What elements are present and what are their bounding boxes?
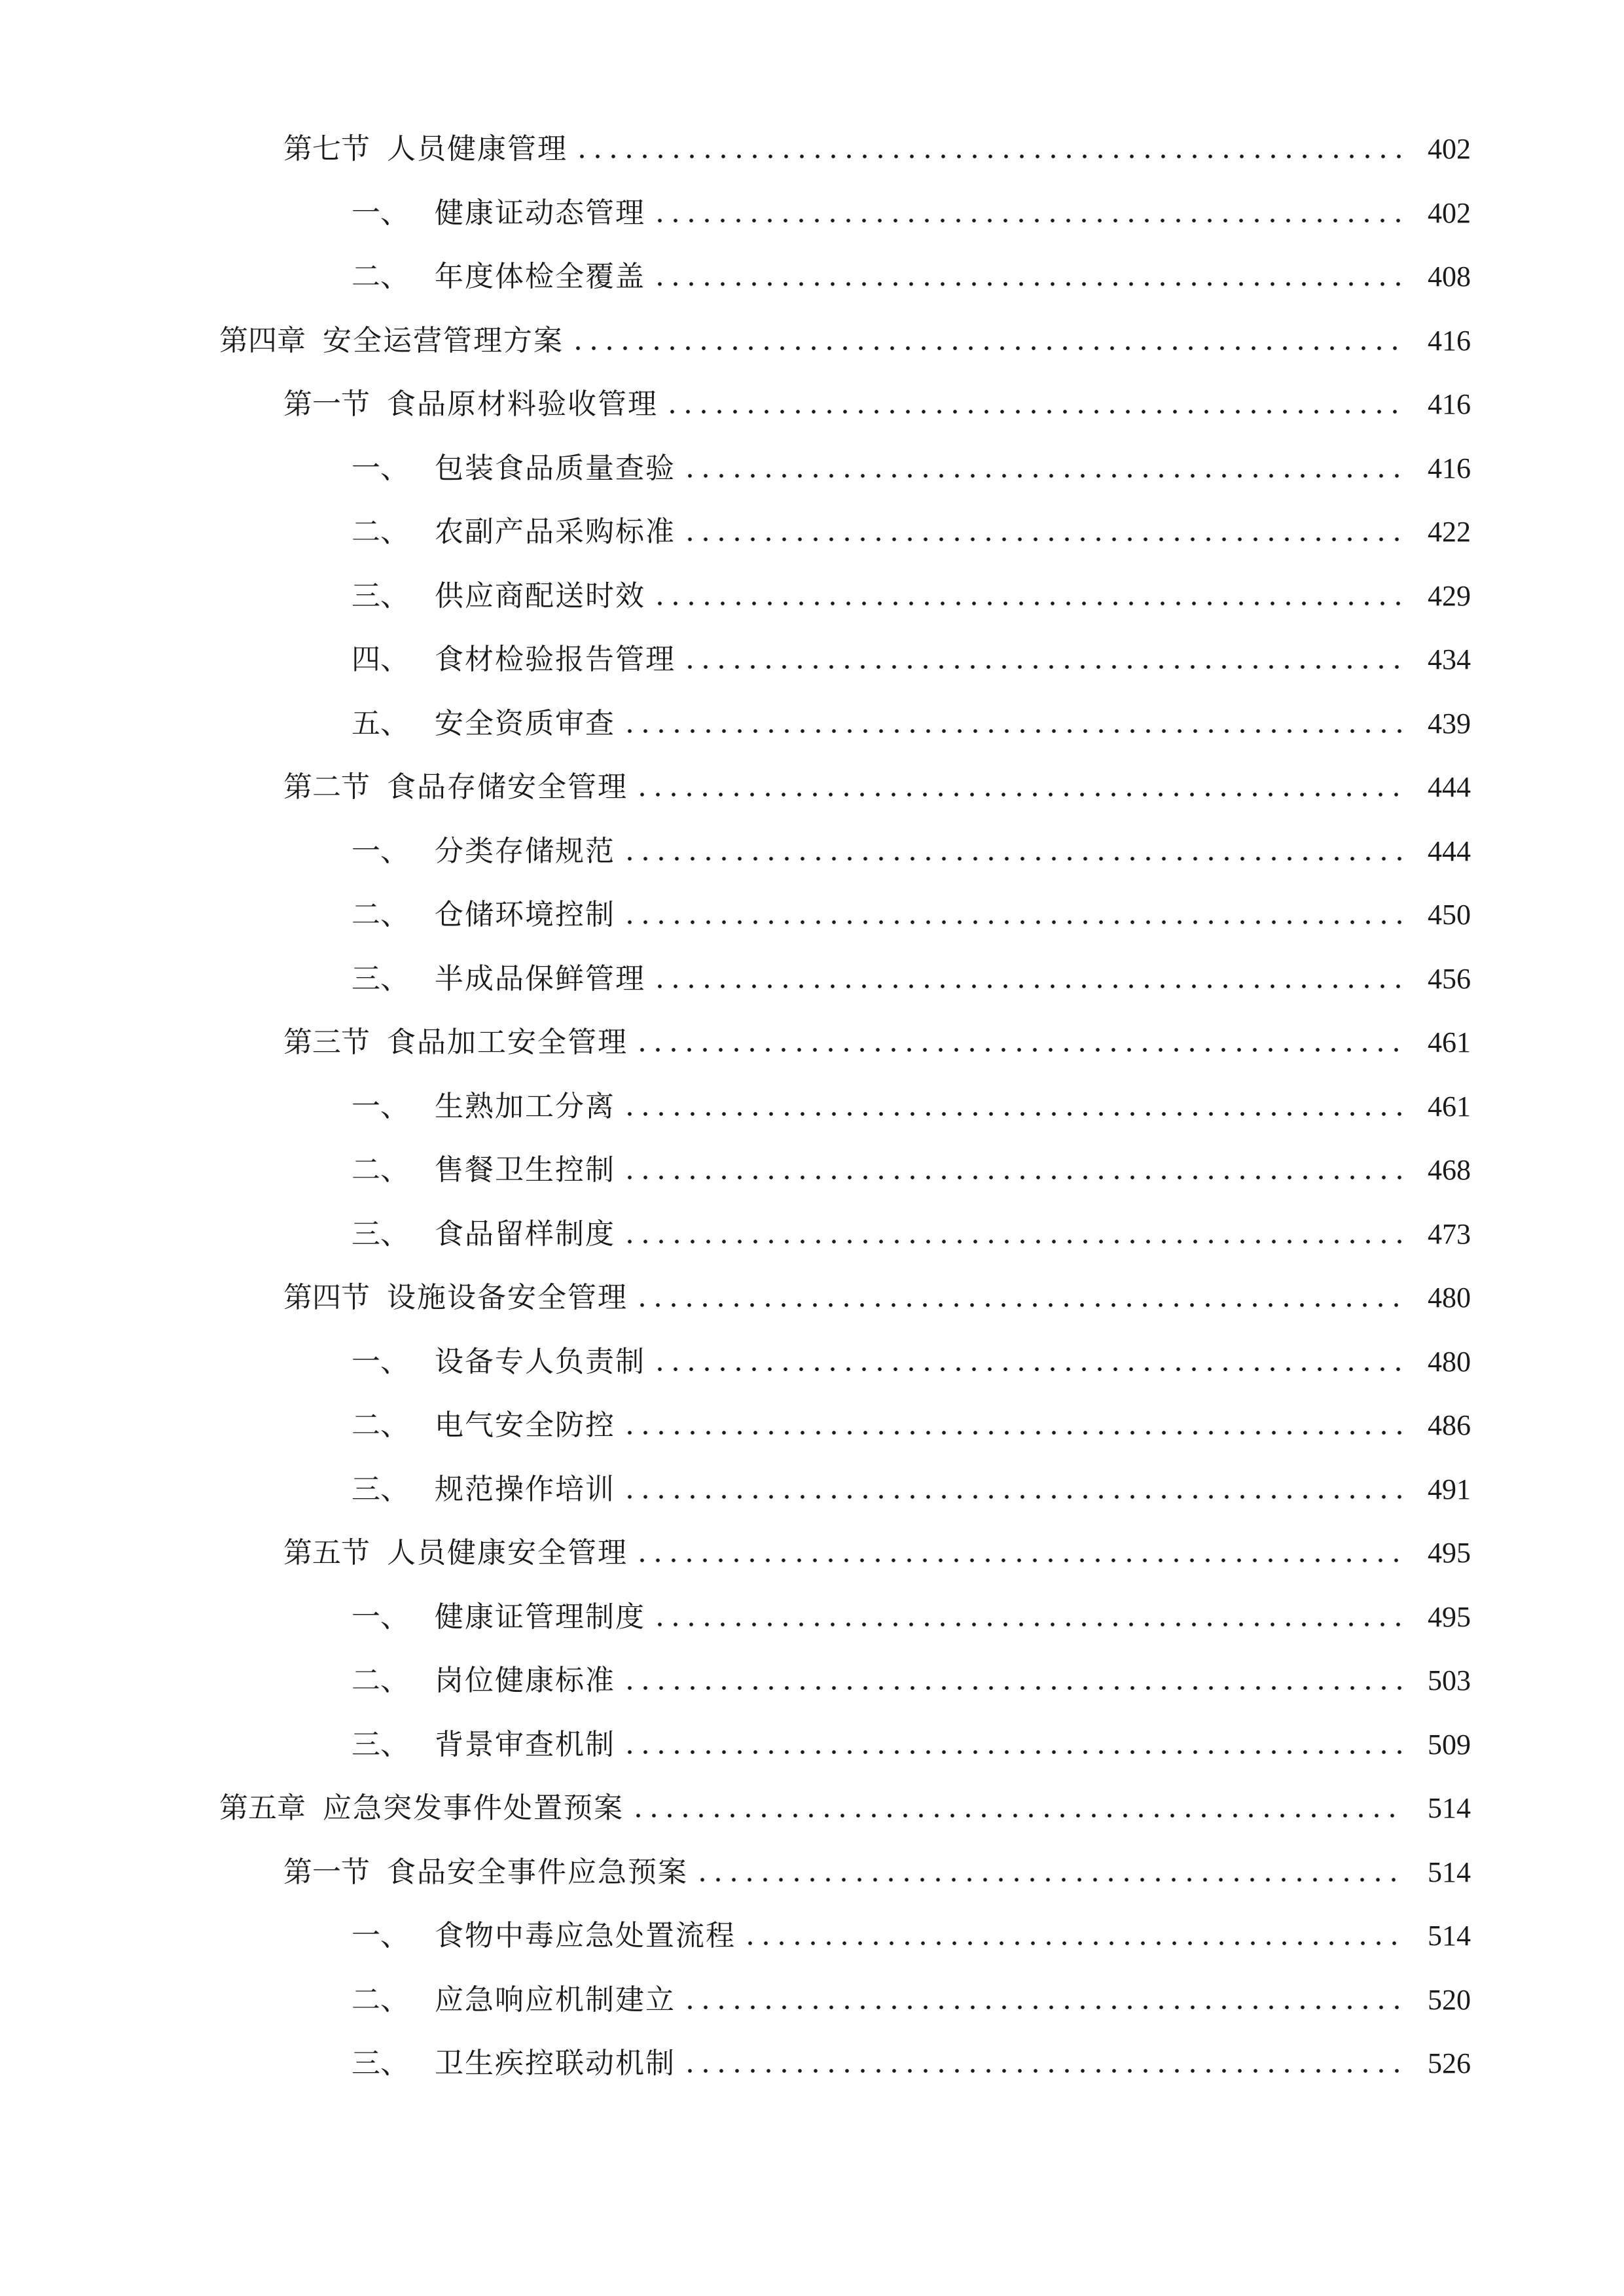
dot-leader — [570, 346, 1405, 350]
toc-entry-title: 规范操作培训 — [435, 1472, 615, 1506]
toc-subsection-entry[interactable] — [352, 889, 1471, 941]
dot-leader — [622, 1175, 1405, 1179]
toc-entry-number: 三、 — [352, 579, 409, 613]
toc-entry-number: 二、 — [352, 260, 409, 293]
toc-entry-title: 食品留样制度 — [435, 1217, 615, 1251]
toc-subsection-entry[interactable] — [352, 1336, 1471, 1388]
toc-entry-title: 半成品保鲜管理 — [435, 961, 645, 996]
toc-subsection-entry[interactable] — [352, 698, 1471, 750]
toc-entry-title: 电气安全防控 — [435, 1408, 615, 1442]
toc-entry-number: 第五节 — [283, 1536, 370, 1570]
toc-entry-page-number: 514 — [1428, 1792, 1471, 1824]
toc-entry-number: 三、 — [352, 1472, 409, 1506]
toc-entry-page-number: 486 — [1428, 1409, 1471, 1441]
toc-entry-page-number: 509 — [1428, 1728, 1471, 1761]
toc-entry-title: 人员健康安全管理 — [387, 1536, 628, 1570]
toc-entry-page-number: 514 — [1428, 1856, 1471, 1888]
dot-leader — [652, 282, 1405, 286]
toc-entry-number: 一、 — [352, 451, 409, 485]
dot-leader — [652, 601, 1405, 605]
dot-leader — [622, 1112, 1405, 1116]
toc-entry-title: 食品原材料验收管理 — [387, 387, 658, 421]
toc-entry-number: 三、 — [352, 961, 409, 996]
dot-leader — [695, 1878, 1405, 1882]
toc-entry-title: 健康证管理制度 — [435, 1600, 645, 1634]
dot-leader — [622, 1495, 1405, 1499]
dot-leader — [652, 219, 1405, 223]
toc-entry-page-number: 480 — [1428, 1282, 1471, 1314]
toc-subsection-entry[interactable] — [352, 1208, 1471, 1261]
dot-leader — [574, 154, 1405, 158]
toc-entry-page-number: 402 — [1428, 133, 1471, 165]
dot-leader — [682, 2005, 1405, 2009]
toc-entry-page-number: 450 — [1428, 899, 1471, 931]
toc-entry-number: 一、 — [352, 1600, 409, 1634]
toc-entry-page-number: 434 — [1428, 643, 1471, 675]
toc-entry-page-number: 416 — [1428, 388, 1471, 420]
toc-subsection-entry[interactable] — [352, 506, 1471, 558]
dot-leader — [622, 857, 1405, 861]
toc-entry-number: 二、 — [352, 515, 409, 548]
toc-subsection-entry[interactable] — [352, 634, 1471, 686]
dot-leader — [652, 984, 1405, 988]
toc-subsection-entry[interactable] — [352, 2037, 1471, 2090]
toc-subsection-entry[interactable] — [352, 1719, 1471, 1771]
dot-leader — [634, 1048, 1405, 1052]
toc-section-entry[interactable] — [283, 761, 1471, 814]
toc-entry-title: 售餐卫生控制 — [435, 1153, 615, 1187]
toc-entry-page-number: 456 — [1428, 962, 1471, 995]
dot-leader — [682, 2069, 1405, 2073]
toc-section-entry[interactable] — [283, 1527, 1471, 1579]
toc-entry-number: 一、 — [352, 834, 409, 868]
dot-leader — [664, 410, 1405, 414]
dot-leader — [622, 920, 1405, 924]
toc-entry-page-number: 503 — [1428, 1664, 1471, 1696]
toc-subsection-entry[interactable] — [352, 1399, 1471, 1452]
toc-entry-title: 安全资质审查 — [435, 706, 615, 740]
toc-entry-title: 岗位健康标准 — [435, 1664, 615, 1697]
toc-entry-title: 应急响应机制建立 — [435, 1982, 676, 2017]
dot-leader — [634, 1558, 1405, 1562]
dot-leader — [682, 665, 1405, 669]
toc-entry-title: 背景审查机制 — [435, 1727, 615, 1761]
toc-entry-title: 人员健康管理 — [387, 132, 568, 166]
toc-entry-number: 二、 — [352, 1153, 409, 1187]
toc-entry-number: 第四节 — [283, 1281, 370, 1314]
dot-leader — [652, 1367, 1405, 1371]
toc-entry-page-number: 514 — [1428, 1920, 1471, 1952]
toc-entry-number: 二、 — [352, 1982, 409, 2017]
toc-chapter-entry[interactable] — [219, 315, 1471, 367]
toc-entry-number: 第一节 — [283, 1855, 370, 1889]
toc-entry-number: 第三节 — [283, 1026, 370, 1059]
toc-section-entry[interactable] — [283, 1272, 1471, 1324]
dot-leader — [622, 1686, 1405, 1690]
toc-subsection-entry[interactable] — [352, 1463, 1471, 1516]
toc-entry-page-number: 495 — [1428, 1537, 1471, 1569]
toc-entry-number: 第五章 — [219, 1791, 306, 1825]
dot-leader — [682, 537, 1405, 541]
toc-entry-title: 分类存储规范 — [435, 834, 615, 868]
toc-entry-number: 一、 — [352, 196, 409, 230]
toc-entry-title: 包装食品质量查验 — [435, 451, 676, 485]
toc-subsection-entry[interactable] — [352, 570, 1471, 622]
toc-subsection-entry[interactable] — [352, 187, 1471, 240]
toc-entry-page-number: 468 — [1428, 1154, 1471, 1186]
dot-leader — [622, 1750, 1405, 1754]
toc-entry-number: 一、 — [352, 1089, 409, 1123]
toc-subsection-entry[interactable] — [352, 1591, 1471, 1643]
toc-section-entry[interactable] — [283, 123, 1471, 175]
toc-entry-title: 卫生疾控联动机制 — [435, 2047, 676, 2080]
toc-subsection-entry[interactable] — [352, 442, 1471, 495]
toc-entry-title: 食品存储安全管理 — [387, 770, 628, 804]
toc-entry-page-number: 526 — [1428, 2047, 1471, 2079]
toc-entry-number: 二、 — [352, 1408, 409, 1442]
dot-leader — [652, 1623, 1405, 1626]
toc-subsection-entry[interactable] — [352, 1144, 1471, 1196]
toc-entry-title: 应急突发事件处置预案 — [323, 1791, 624, 1825]
toc-entry-page-number: 408 — [1428, 260, 1471, 293]
toc-entry-number: 一、 — [352, 1919, 409, 1952]
toc-entry-page-number: 402 — [1428, 196, 1471, 229]
toc-entry-page-number: 416 — [1428, 452, 1471, 484]
toc-entry-title: 年度体检全覆盖 — [435, 260, 645, 293]
toc-entry-page-number: 439 — [1428, 707, 1471, 740]
toc-entry-title: 食品加工安全管理 — [387, 1026, 628, 1059]
toc-entry-title: 健康证动态管理 — [435, 196, 645, 230]
toc-entry-page-number: 429 — [1428, 579, 1471, 612]
dot-leader — [622, 1431, 1405, 1435]
toc-section-entry[interactable] — [283, 1016, 1471, 1069]
toc-entry-number: 三、 — [352, 1727, 409, 1761]
toc-entry-number: 三、 — [352, 2047, 409, 2080]
toc-subsection-entry[interactable] — [352, 953, 1471, 1005]
toc-entry-title: 食品安全事件应急预案 — [387, 1855, 688, 1889]
toc-entry-page-number: 416 — [1428, 324, 1471, 357]
toc-entry-number: 二、 — [352, 898, 409, 931]
toc-entry-title: 供应商配送时效 — [435, 579, 645, 613]
toc-subsection-entry[interactable] — [352, 251, 1471, 303]
toc-entry-page-number: 520 — [1428, 1983, 1471, 2016]
toc-entry-number: 四、 — [352, 643, 409, 676]
dot-leader — [742, 1941, 1405, 1945]
toc-entry-page-number: 444 — [1428, 771, 1471, 803]
toc-entry-page-number: 461 — [1428, 1026, 1471, 1058]
toc-entry-number: 第一节 — [283, 387, 370, 421]
toc-subsection-entry[interactable] — [352, 825, 1471, 878]
toc-entry-page-number: 422 — [1428, 516, 1471, 548]
toc-entry-number: 五、 — [352, 706, 409, 740]
toc-entry-number: 第四章 — [219, 323, 306, 357]
toc-entry-title: 安全运营管理方案 — [323, 323, 564, 357]
dot-leader — [634, 793, 1405, 797]
toc-subsection-entry[interactable] — [352, 1655, 1471, 1707]
toc-section-entry[interactable] — [283, 1846, 1471, 1899]
toc-entry-title: 食材检验报告管理 — [435, 643, 676, 676]
toc-entry-page-number: 491 — [1428, 1473, 1471, 1505]
toc-entry-page-number: 444 — [1428, 834, 1471, 867]
toc-entry-number: 第二节 — [283, 770, 370, 804]
toc-subsection-entry[interactable] — [352, 1974, 1471, 2026]
toc-entry-title: 仓储环境控制 — [435, 898, 615, 931]
toc-entry-title: 设施设备安全管理 — [387, 1281, 628, 1314]
toc-subsection-entry[interactable] — [352, 1081, 1471, 1133]
toc-entry-title: 食物中毒应急处置流程 — [435, 1919, 736, 1952]
dot-leader — [622, 1240, 1405, 1244]
dot-leader — [622, 729, 1405, 733]
toc-entry-number: 二、 — [352, 1664, 409, 1697]
dot-leader — [634, 1303, 1405, 1307]
toc-entry-number: 一、 — [352, 1344, 409, 1378]
toc-subsection-entry[interactable] — [352, 1910, 1471, 1962]
toc-section-entry[interactable] — [283, 378, 1471, 431]
toc-entry-title: 设备专人负责制 — [435, 1344, 645, 1378]
toc-chapter-entry[interactable] — [219, 1782, 1471, 1835]
dot-leader — [630, 1814, 1405, 1818]
toc-entry-number: 三、 — [352, 1217, 409, 1251]
dot-leader — [682, 474, 1405, 478]
toc-entry-page-number: 461 — [1428, 1090, 1471, 1122]
toc-entry-page-number: 495 — [1428, 1600, 1471, 1633]
toc-entry-title: 生熟加工分离 — [435, 1089, 615, 1123]
toc-entry-number: 第七节 — [283, 132, 370, 166]
toc-entry-title: 农副产品采购标准 — [435, 515, 676, 548]
toc-entry-page-number: 480 — [1428, 1345, 1471, 1378]
toc-entry-page-number: 473 — [1428, 1217, 1471, 1250]
